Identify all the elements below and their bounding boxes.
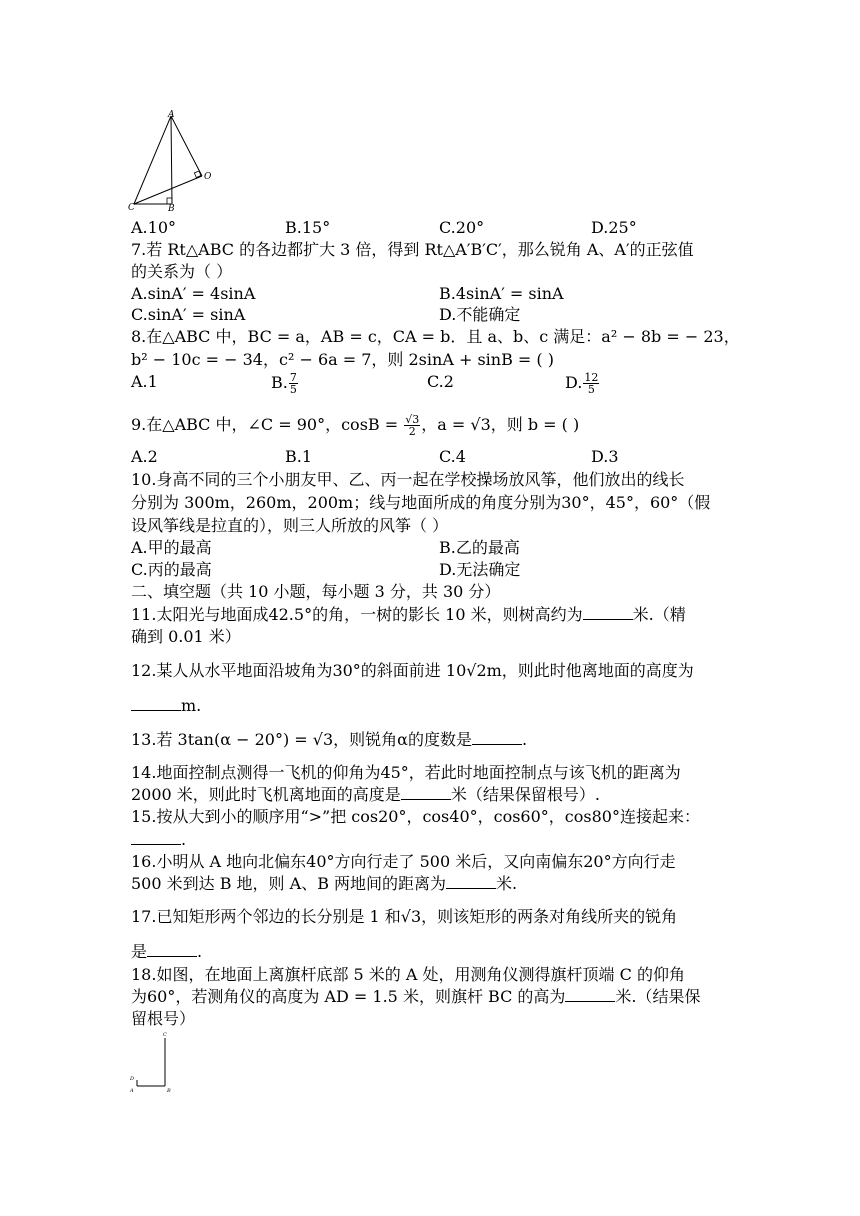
fig2-label-c: C (163, 1032, 167, 1038)
q12-text-b: m. (181, 696, 202, 715)
fig2-label-d: D (130, 1076, 135, 1082)
q8-option-b-fraction (289, 372, 298, 395)
q18-stem-line1: 18.如图，在地面上离旗杆底部 5 米的 A 处，用测角仪测得旗杆顶端 C 的仰角 (131, 965, 685, 984)
fig1-edge-ao (171, 116, 202, 176)
q9-cos-fraction (404, 414, 420, 437)
q8-option-d-letter: D. (565, 373, 583, 392)
q10-option-c: C.丙的最高 (131, 560, 212, 579)
q6-option-b: B.15° (285, 218, 331, 237)
q10-option-a: A.甲的最高 (131, 538, 212, 557)
q9-option-d: D.3 (591, 447, 619, 466)
q9-option-c: C.4 (439, 447, 466, 466)
q11-text-a: 11.太阳光与地面成42.5°的角，一树的影长 10 米，则树高约为 (131, 605, 583, 624)
q7-stem-line1: 7.若 Rt△ABC 的各边都扩大 3 倍，得到 Rt△A′B′C′，那么锐角 A、A′的正弦值 (131, 240, 694, 259)
q17-text-a: 是 (131, 942, 148, 961)
q15-stem-line1: 15.按从大到小的顺序用“>”把 cos20°，cos40°，cos60°，cos80°连接起来： (131, 807, 700, 826)
q12-stem-line1: 12.某人从水平地面沿坡角为30°的斜面前进 10√2m，则此时他离地面的高度为 (131, 661, 694, 680)
fig1-edge-ab (171, 116, 172, 204)
fig1-label-b: B (168, 204, 175, 212)
q10-stem-line2: 分别为 300m，260m，200m；线与地面所成的角度分别为30°，45°，60°（假 (131, 493, 711, 512)
q18-stem-line3: 留根号） (131, 1009, 196, 1028)
q6-option-c: C.20° (439, 218, 485, 237)
q7-option-d: D.不能确定 (439, 305, 521, 324)
q14-stem-line1: 14.地面控制点测得一飞机的仰角为45°，若此时地面控制点与该飞机的距离为 (131, 763, 681, 782)
q11-answer-blank (583, 605, 633, 620)
q11-stem-line2: 确到 0.01 米） (131, 627, 241, 646)
q9-option-b: B.1 (285, 447, 313, 466)
fig1-label-o: O (204, 172, 212, 182)
fig1-label-a: A (168, 110, 175, 120)
q9-frac-den: 2 (408, 425, 416, 438)
fig2-label-b: B (167, 1088, 171, 1094)
q8-option-b (271, 372, 299, 395)
q7-option-b: B.4sinA′ = sinA (439, 284, 564, 303)
fig1-label-c: C (128, 203, 135, 212)
q18-text-a: 为60°，若测角仪的高度为 AD = 1.5 米，则旗杆 BC 的高为 (131, 987, 566, 1006)
flagpole-figure (128, 1030, 184, 1096)
q16-text-b: 米. (496, 874, 518, 893)
q6-option-d: D.25° (591, 218, 637, 237)
section-fill-in-heading: 二、填空题（共 10 小题，每小题 3 分，共 30 分） (131, 582, 501, 601)
q16-stem-line1: 16.小明从 A 地向北偏东40°方向行走了 500 米后，又向南偏东20°方向行走 (131, 852, 676, 871)
q14-stem-line2 (131, 785, 600, 805)
q17-stem-line1: 17.已知矩形两个邻边的长分别是 1 和√3，则该矩形的两条对角线所夹的锐角 (131, 907, 678, 926)
q9-frac-num: √3 (405, 413, 420, 426)
fig2-label-a: A (130, 1088, 134, 1094)
q9-option-a: A.2 (131, 447, 158, 466)
q8-option-d-num: 12 (584, 371, 599, 384)
q13-text-b: . (521, 730, 528, 749)
q8-option-d (565, 372, 600, 395)
q13-answer-blank (472, 730, 522, 745)
q13-stem (131, 730, 527, 750)
q9-stem-pre: 9.在△ABC 中，∠C = 90°，cosB = (131, 415, 404, 434)
q8-option-b-den: 5 (289, 383, 297, 396)
q18-stem-line2 (131, 987, 701, 1007)
q11-stem-line1 (131, 605, 686, 625)
triangle-figure (126, 108, 216, 212)
q18-answer-blank (565, 987, 615, 1002)
q15-text-b: . (181, 830, 187, 849)
q16-text-a: 500 米到达 B 地，则 A、B 两地间的距离为 (131, 874, 447, 893)
q8-option-b-num: 7 (289, 371, 297, 384)
q9-stem (131, 414, 579, 437)
q8-option-c: C.2 (427, 372, 454, 391)
q12-stem-line2 (131, 696, 201, 716)
q14-text-b: 米（结果保留根号）. (450, 785, 600, 804)
q15-answer-blank (131, 830, 181, 845)
q7-option-c: C.sinA′ = sinA (131, 305, 246, 324)
q16-answer-blank (446, 874, 496, 889)
q18-text-b: 米.（结果保 (615, 987, 701, 1006)
q8-stem-line1: 8.在△ABC 中，BC = a，AB = c，CA = b．且 a、b、c 满足：a² − 8b = − 23， (131, 327, 740, 346)
q14-text-a: 2000 米，则此时飞机离地面的高度是 (131, 785, 401, 804)
q7-stem-line2: 的关系为（ ） (131, 262, 233, 281)
q17-stem-line2 (131, 942, 202, 962)
q11-text-b: 米.（精 (632, 605, 686, 624)
q10-stem-line3: 设风筝线是拉直的），则三人所放的风筝（ ） (131, 516, 449, 535)
q17-answer-blank (147, 942, 197, 957)
q16-stem-line2 (131, 874, 517, 894)
q6-option-a: A.10° (131, 218, 176, 237)
q8-stem-line2: b² − 10c = − 34，c² − 6a = 7，则 2sinA + sinB = ( ) (131, 350, 554, 369)
q10-option-b: B.乙的最高 (439, 538, 520, 557)
q7-option-a: A.sinA′ = 4sinA (131, 284, 256, 303)
q10-stem-line1: 10.身高不同的三个小朋友甲、乙、丙一起在学校操场放风筝，他们放出的线长 (131, 470, 685, 489)
q17-text-b: . (197, 942, 203, 961)
q10-option-d: D.无法确定 (439, 560, 521, 579)
q8-option-a: A.1 (131, 372, 158, 391)
q13-text-a: 13.若 3tan(α − 20°) = √3，则锐角α的度数是 (131, 730, 472, 749)
q14-answer-blank (401, 785, 451, 800)
q9-stem-post: ，a = √3，则 b = ( ) (421, 415, 580, 434)
q8-option-d-den: 5 (587, 383, 595, 396)
q8-option-d-fraction (583, 372, 599, 395)
q12-answer-blank (131, 696, 181, 711)
q15-stem-line2 (131, 830, 186, 850)
q8-option-b-letter: B. (271, 373, 288, 392)
